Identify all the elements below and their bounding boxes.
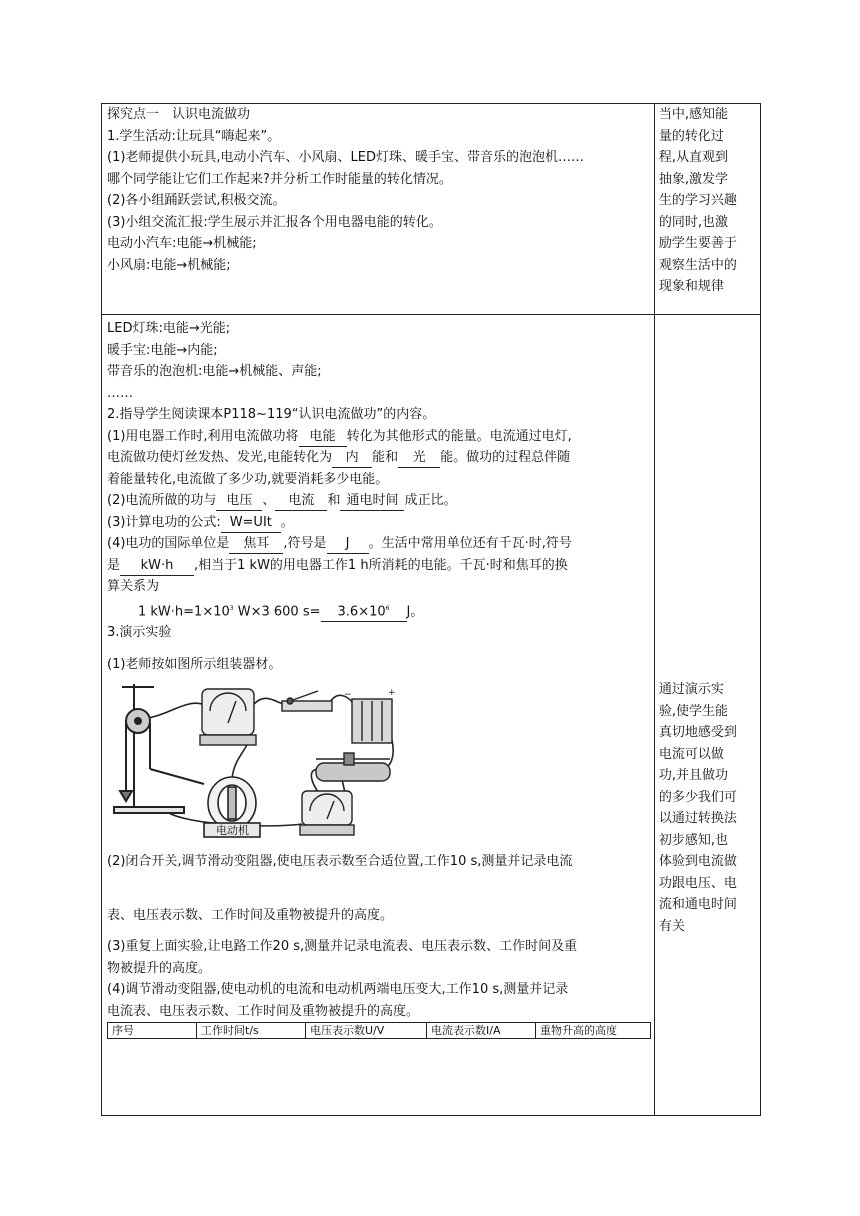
content-cell [102, 315, 655, 1116]
energy-led: LED灯珠:电能→光能; [107, 321, 231, 336]
point-1-end: 着能量转化,电流做了多少功,就要消耗多少电能。 [107, 471, 389, 487]
battery [344, 688, 396, 743]
row-demo [102, 315, 761, 1116]
point-1: (1)用电器工作时,利用电流做功将 电能 转化为其他形式的能量。电流通过电灯, [107, 426, 654, 448]
blank-formula: W=UIt [221, 514, 281, 533]
point-3: (3)计算电功的公式: W=UIt 。 [107, 512, 654, 534]
demo-step-2-cont: 表、电压表示数、工作时间及重物被提升的高度。 [107, 907, 394, 923]
energy-car: 电动小汽车:电能→机械能; [107, 236, 257, 251]
blank-time: 通电时间 [340, 492, 404, 511]
rheostat [316, 753, 390, 781]
blank-joule: 焦耳 [229, 535, 283, 554]
svg-text:−: − [344, 690, 352, 701]
activity-cell [102, 104, 655, 315]
demo-step-3: (3)重复上面实验,让电路工作20 s,测量并记录电流表、电压表示数、工作时间及重 [107, 939, 578, 955]
activity-step-1: (1)老师提供小玩具,电动小汽车、小风扇、LED灯珠、暖手宝、带音乐的泡泡机…… [107, 150, 585, 165]
point-4-end: 算关系为 [107, 579, 160, 594]
header-index: 序号 [108, 1023, 197, 1039]
voltmeter-top [200, 689, 256, 745]
header-height: 重物升高的高度 [536, 1023, 651, 1039]
blank-current: 电流 [275, 492, 327, 511]
ellipsis: …… [107, 385, 133, 401]
lesson-plan-sheet [101, 103, 761, 1116]
demo-step-4-cont: 电流表、电压表示数、工作时间及重物被提升的高度。 [107, 1003, 420, 1019]
section-title: 探究点一 认识电流做功 [107, 107, 251, 122]
experiment-apparatus-figure [104, 679, 404, 839]
motor-label: 电动机 [216, 824, 249, 838]
activity-step-1-cont: 哪个同学能让它们工作起来?并分析工作时能量的转化情况。 [107, 171, 452, 187]
demo-heading: 3.演示实验 [107, 625, 172, 641]
energy-warmer: 暖手宝:电能→内能; [107, 342, 218, 358]
energy-bubble: 带音乐的泡泡机:电能→机械能、声能; [107, 364, 322, 379]
blank-voltage: 电压 [216, 492, 262, 511]
svg-text:+: + [388, 688, 396, 699]
blank-j-symbol: J [327, 535, 369, 554]
activity-step-3: (3)小组交流汇报:学生展示并汇报各个用电器电能的转化。 [107, 214, 442, 230]
lesson-table [101, 103, 761, 1116]
activity-step-2: (2)各小组踊跃尝试,积极交流。 [107, 193, 286, 208]
header-current: 电流表示数I/A [427, 1023, 536, 1039]
conversion-formula: 1 $kW\cdot h=1\times 10^3$ W×3 600 $s= 3.6\times 10^6$ J。 [138, 598, 654, 623]
blank-internal: 内 [332, 449, 372, 468]
point-4-cont: 是 kW·h ,相当于1 kW的用电器工作1 h所消耗的电能。千瓦·时和焦耳的换 [107, 555, 654, 577]
demo-step-4: (4)调节滑动变阻器,使电动机的电流和电动机两端电压变大,工作10 s,测量并记录 [107, 982, 569, 998]
blank-kwh: kW·h [120, 557, 194, 576]
design-note-2: 通过演示实 验,使学生能 真切地感受到 电流可以做 功,并且做功 的多少我们可 以通过转换法 初步感知,也 体验到电流做 功跟电压、电 流和通电时间 有关 [654, 315, 760, 1116]
activity-heading: 1.学生活动:让玩具“嗨起来”。 [107, 128, 281, 144]
switch [282, 691, 332, 711]
blank-conversion: $3.6\times 10^6$ [321, 600, 407, 622]
point-1-cont: 电流做功使灯丝发热、发光,电能转化为 内 能和 光 能。做功的过程总伴随 [107, 447, 654, 469]
design-note-1: 当中,感知能 量的转化过 程,从直观到 抽象,激发学 生的学习兴趣 的同时,也激 励学生要善于 观察生活中的 现象和规律 [654, 104, 760, 315]
demo-step-3-cont: 物被提升的高度。 [107, 960, 212, 976]
row-activity [102, 104, 761, 315]
results-table [107, 1022, 651, 1039]
ammeter [300, 791, 354, 835]
point-4: (4)电功的国际单位是 焦耳 ,符号是 J 。生活中常用单位还有千瓦·时,符号 [107, 533, 654, 555]
blank-light: 光 [398, 449, 440, 468]
point-2: (2)电流所做的功与 电压 、 电流 和 通电时间 成正比。 [107, 490, 654, 512]
reading-task: 2.指导学生阅读课本P118~119“认识电流做功”的内容。 [107, 407, 436, 422]
header-time: 工作时间t/s [197, 1023, 306, 1039]
demo-step-1: (1)老师按如图所示组装器材。 [107, 656, 282, 672]
demo-step-2: (2)闭合开关,调节滑动变阻器,使电压表示数至合适位置,工作10 s,测量并记录电流 [107, 854, 573, 870]
header-voltage: 电压表示数U/V [306, 1023, 427, 1039]
blank-electric-energy: 电能 [299, 428, 347, 447]
energy-fan: 小风扇:电能→机械能; [107, 257, 231, 273]
results-header-row [108, 1023, 651, 1039]
